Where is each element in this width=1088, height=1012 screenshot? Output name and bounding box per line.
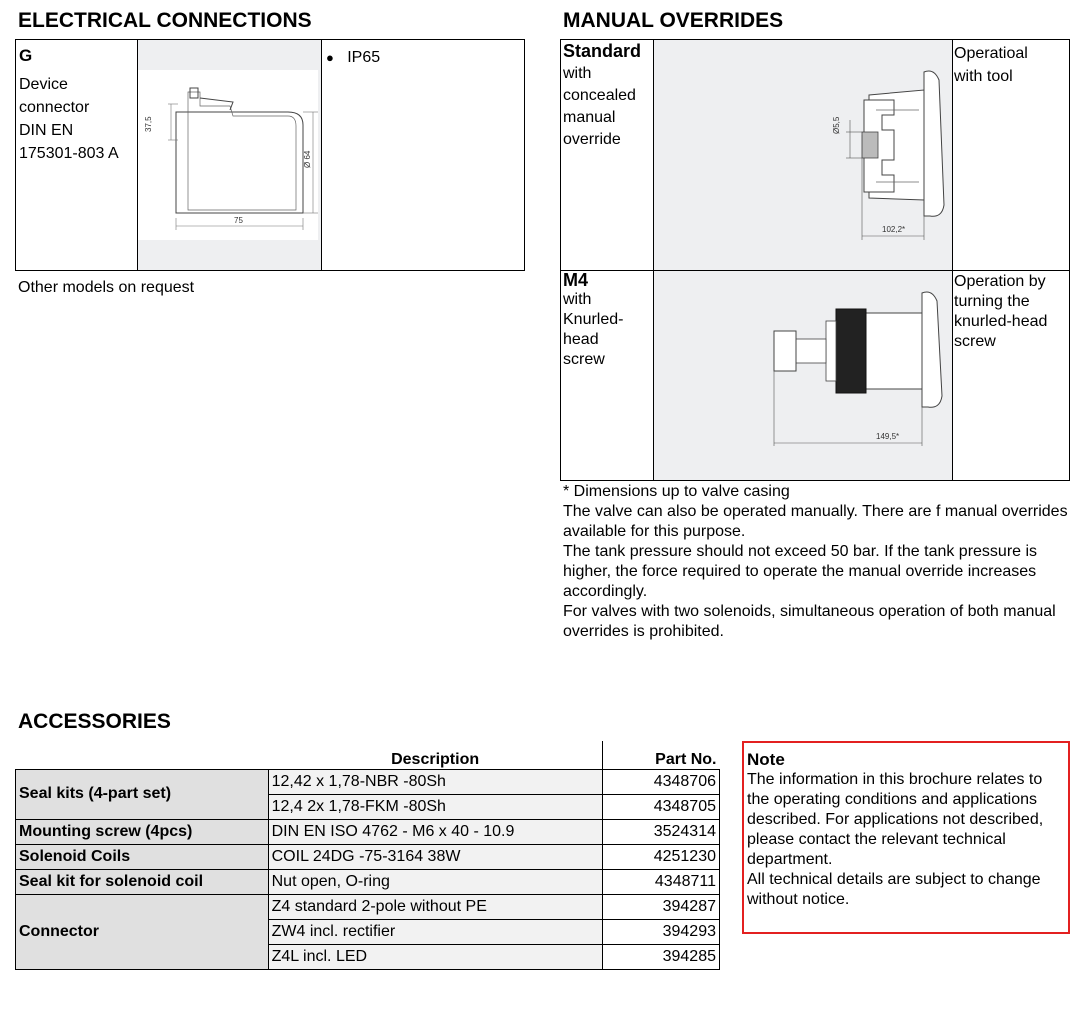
connector-drawing (138, 40, 321, 270)
other-models-note: Other models on request (18, 279, 195, 296)
note-paragraph: All technical details are subject to change without notice. (747, 871, 1041, 908)
table-row: ZW4 incl. rectifier 394293 (16, 919, 720, 944)
note-paragraph: The information in this brochure relates to the operating conditions and applications described. For applications not described, please contact the relevant technical department. (747, 771, 1044, 868)
standard-override-description: Standard with concealed manual override (563, 41, 642, 148)
manual-overrides-heading: MANUAL OVERRIDES (563, 9, 784, 32)
m4-override-description: M4 with Knurled- head screw (563, 270, 624, 368)
dim-diameter: Ø 64 (303, 150, 312, 168)
m4-override-drawing-area (654, 271, 952, 480)
solenoid-coils-label: Solenoid Coils (16, 844, 269, 869)
table-row: Mounting screw (4pcs) DIN EN ISO 4762 - M6 x 40 - 10.9 3524314 (16, 819, 720, 844)
dim-height: 37,5 (144, 116, 153, 132)
part-number-header: Part No. (603, 741, 720, 769)
standard-override-drawing (654, 40, 952, 270)
electrical-heading: ELECTRICAL CONNECTIONS (18, 9, 312, 32)
accessories-heading: ACCESSORIES (18, 710, 171, 733)
standard-override-drawing-area (654, 40, 952, 270)
manual-override-notes: * Dimensions up to valve casing The valve can also be operated manually. There are f manual overrides available for this purpose. The tank pressure should not exceed 50 bar. If the tank pressure is higher, the force required to operate the manual override increases accordingly. For valves with two solenoids, simultaneous operation of both manual overrides is prohibited. (563, 483, 1068, 640)
bullet-icon: ● (326, 50, 334, 65)
connector-label: Connector (16, 894, 269, 969)
table-row: Seal kit for solenoid coil Nut open, O-ring 4348711 (16, 869, 720, 894)
m4-dim-length: 149,5* (876, 432, 900, 441)
table-row: 12,4 2x 1,78-FKM -80Sh 4348705 (16, 794, 720, 819)
note-title: Note (747, 750, 785, 769)
m4-override-drawing (654, 271, 952, 480)
note-box (742, 741, 1070, 934)
dim-width: 75 (234, 216, 243, 225)
standard-override-operation: Operatioal with tool (954, 45, 1028, 85)
seal-kit-coil-label: Seal kit for solenoid coil (16, 869, 269, 894)
electrical-table (15, 39, 525, 271)
table-row: Z4L incl. LED 394285 (16, 944, 720, 969)
standard-dim-length: 102,2* (882, 225, 906, 234)
standard-dim-diameter: Ø5,5 (832, 116, 841, 134)
connector-drawing-area (138, 40, 321, 270)
description-header: Description (268, 741, 602, 769)
connector-description: Device connector DIN EN 175301-803 A (19, 76, 119, 162)
table-row: Connector Z4 standard 2-pole without PE 394287 (16, 894, 720, 919)
accessories-table (15, 741, 720, 970)
table-row: Solenoid Coils COIL 24DG -75-3164 38W 4251230 (16, 844, 720, 869)
ip-rating: ● IP65 (326, 49, 381, 66)
seal-kits-label: Seal kits (4-part set) (16, 769, 269, 819)
table-row: Seal kits (4-part set) 12,42 x 1,78-NBR -80Sh 4348706 (16, 769, 720, 794)
m4-override-operation: Operation by turning the knurled-head screw (954, 273, 1048, 350)
manual-overrides-table (560, 39, 1070, 481)
mounting-screw-label: Mounting screw (4pcs) (16, 819, 269, 844)
connector-code: G (19, 46, 33, 65)
